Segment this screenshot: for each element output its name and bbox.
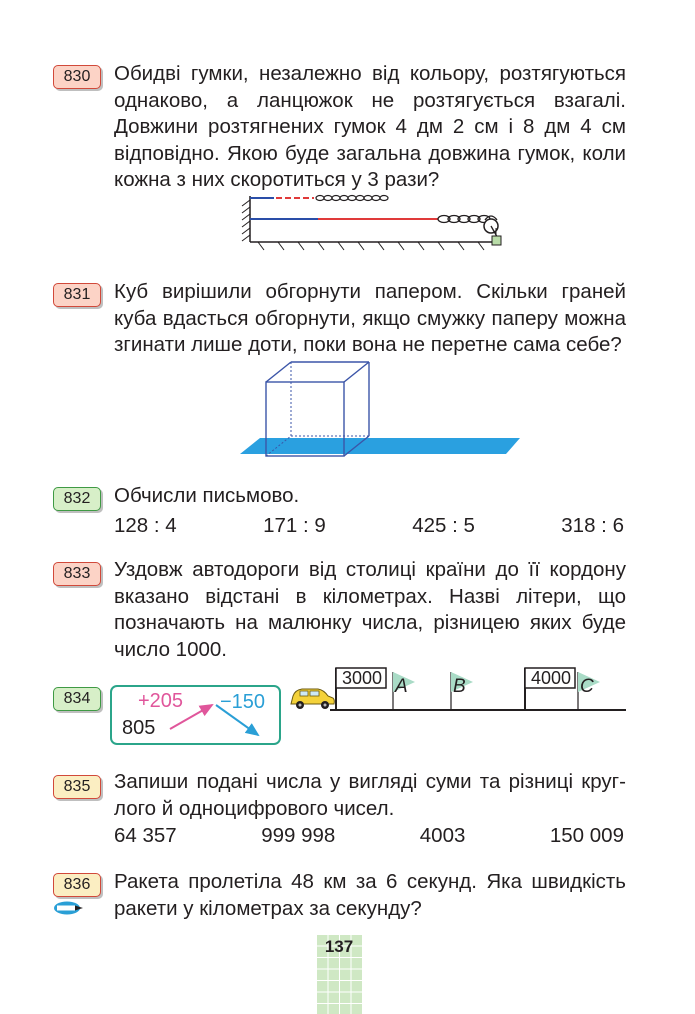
- number-item: 64 357: [114, 824, 177, 847]
- page-number-text: 137: [324, 937, 354, 956]
- exercise-835-text: Запиши подані числа у вигляді суми та різниці круглого й одноцифрового чисел.: [114, 770, 626, 820]
- number-item: 4003: [419, 824, 466, 847]
- expression: 425 : 5: [412, 514, 475, 537]
- exercise-830-text: Обидві гумки, незалежно від кольору, розтягуються однаково, а ланцюжок не розтягується взагалі. Довжини розтягнених гумок 4 дм 2 см і 8 дм 4 см відповідно. Якою буде загальна довжина гумок, коли кожна з них скоротиться у 3 рази?: [114, 62, 626, 191]
- exercise-832-items: [114, 513, 624, 539]
- rubber-band-chain-illustration: [238, 190, 508, 252]
- number-item: 999 998: [261, 824, 336, 847]
- exercise-number-835: 835: [53, 775, 101, 799]
- page-number: [316, 934, 362, 1014]
- exercise-number-831: 831: [53, 283, 101, 307]
- pencil-icon: [53, 900, 89, 916]
- exercise-number-832: 832: [53, 487, 101, 511]
- flag-label-b: B: [453, 676, 466, 697]
- exercise-number-833: 833: [53, 562, 101, 586]
- exercise-833-text: Уздовж автодороги від столиці країни до її кордону вказано відстані в кілометрах. Назві літери, що позначають на малюнку числа, різницею яких буде число 1000.: [114, 558, 626, 661]
- expression: 318 : 6: [561, 514, 624, 537]
- number-item: 150 009: [549, 824, 624, 847]
- expression: 128 : 4: [114, 514, 177, 537]
- exercise-832-text: Обчисли письмово.: [114, 484, 300, 507]
- exercise-number-834: 834: [53, 687, 101, 711]
- flag-label-c: C: [580, 676, 594, 697]
- flag-label-a: A: [395, 676, 408, 697]
- exercise-number-836: 836: [53, 873, 101, 897]
- exercise-number-830: 830: [53, 65, 101, 89]
- exercise-835-items: [114, 823, 624, 849]
- minus-operation: −150: [220, 691, 266, 713]
- start-number: 805: [122, 717, 156, 739]
- car-icon: [288, 686, 336, 712]
- exercise-831-text: Куб вирішили обгорнути папером. Скільки граней куба вдасться обгорнути, якщо смужку паперу можна згинати лише доти, поки вона не перетне сама себе?: [114, 280, 626, 356]
- cube-on-paper-strip-illustration: [240, 358, 522, 460]
- exercise-836-text: Ракета пролетіла 48 км за 6 секунд. Яка швидкість ракети у кілометрах за секунду?: [114, 870, 626, 920]
- distance-sign-3000: 3000: [341, 668, 383, 688]
- distance-sign-4000: 4000: [530, 668, 572, 688]
- plus-operation: +205: [138, 690, 184, 712]
- expression: 171 : 9: [263, 514, 326, 537]
